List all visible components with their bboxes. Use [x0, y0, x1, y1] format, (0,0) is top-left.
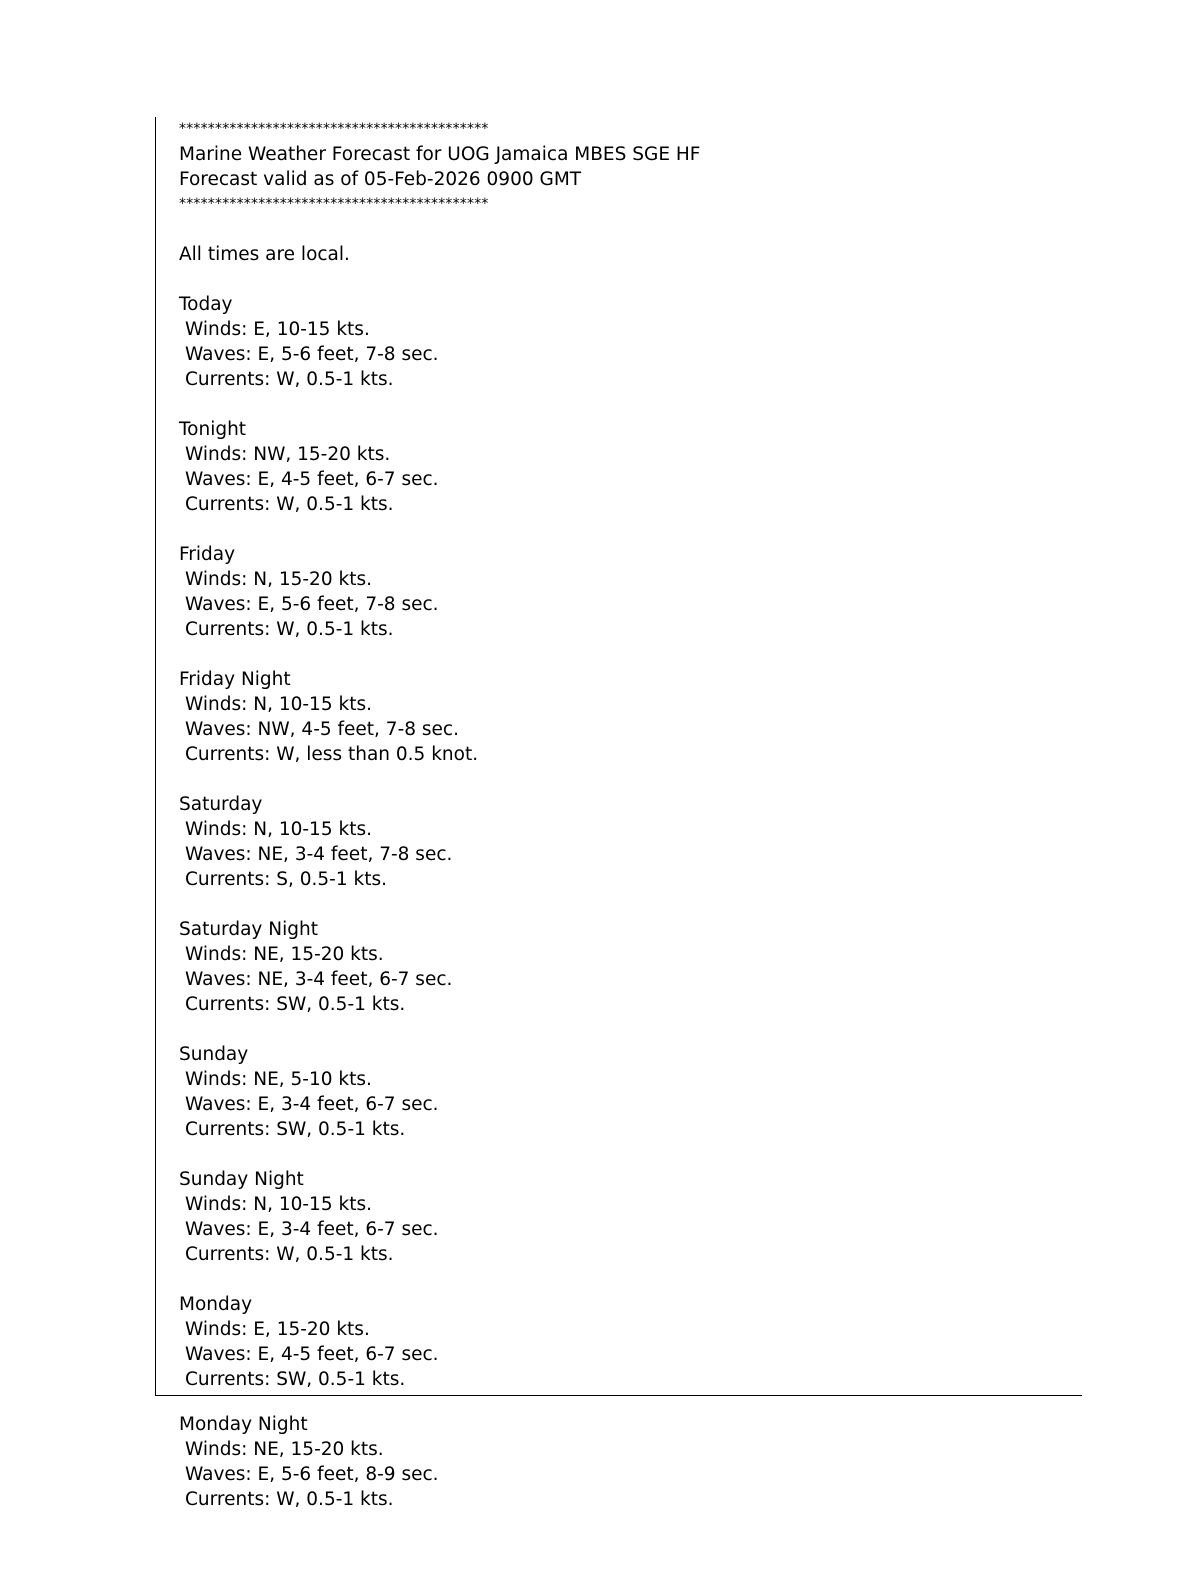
- bottom-border-rule: [155, 1395, 1082, 1396]
- period-winds: Winds: N, 10-15 kts.: [185, 694, 372, 715]
- period-block: [179, 667, 1079, 767]
- period-winds: Winds: NE, 15-20 kts.: [185, 1439, 384, 1460]
- period-winds: Winds: N, 10-15 kts.: [185, 1194, 372, 1215]
- period-block: [179, 1412, 439, 1512]
- period-block: [179, 1042, 1079, 1142]
- period-currents: Currents: SW, 0.5-1 kts.: [185, 994, 406, 1015]
- header-stars-top: *******************************************: [179, 121, 489, 137]
- period-name: Monday Night: [179, 1414, 308, 1435]
- forecast-document: [179, 117, 1079, 1392]
- period-winds: Winds: NW, 15-20 kts.: [185, 444, 391, 465]
- period-block: [179, 917, 1079, 1017]
- period-waves: Waves: E, 4-5 feet, 6-7 sec.: [185, 1344, 439, 1365]
- period-winds: Winds: E, 10-15 kts.: [185, 319, 370, 340]
- period-waves: Waves: NE, 3-4 feet, 7-8 sec.: [185, 844, 453, 865]
- period-currents: Currents: S, 0.5-1 kts.: [185, 869, 387, 890]
- period-winds: Winds: N, 15-20 kts.: [185, 569, 372, 590]
- period-currents: Currents: W, 0.5-1 kts.: [185, 619, 394, 640]
- period-winds: Winds: N, 10-15 kts.: [185, 819, 372, 840]
- period-block: [179, 417, 1079, 517]
- period-name: Today: [179, 294, 233, 315]
- period-block: [179, 792, 1079, 892]
- period-waves: Waves: NE, 3-4 feet, 6-7 sec.: [185, 969, 453, 990]
- period-winds: Winds: NE, 15-20 kts.: [185, 944, 384, 965]
- period-currents: Currents: SW, 0.5-1 kts.: [185, 1119, 406, 1140]
- period-currents: Currents: SW, 0.5-1 kts.: [185, 1369, 406, 1390]
- period-block: [179, 1167, 1079, 1267]
- period-waves: Waves: E, 5-6 feet, 7-8 sec.: [185, 594, 439, 615]
- period-name: Tonight: [179, 419, 247, 440]
- period-waves: Waves: E, 5-6 feet, 8-9 sec.: [185, 1464, 439, 1485]
- left-border-rule: [155, 117, 156, 1396]
- period-currents: Currents: W, 0.5-1 kts.: [185, 1244, 394, 1265]
- header-stars-bottom: *******************************************: [179, 196, 489, 212]
- period-currents: Currents: W, 0.5-1 kts.: [185, 494, 394, 515]
- period-currents: Currents: W, 0.5-1 kts.: [185, 369, 394, 390]
- forecast-valid-time: Forecast valid as of 05-Feb-2026 0900 GMT: [179, 169, 582, 190]
- period-name: Monday: [179, 1294, 253, 1315]
- period-winds: Winds: E, 15-20 kts.: [185, 1319, 370, 1340]
- period-waves: Waves: E, 3-4 feet, 6-7 sec.: [185, 1219, 439, 1240]
- period-waves: Waves: E, 4-5 feet, 6-7 sec.: [185, 469, 439, 490]
- period-currents: Currents: W, less than 0.5 knot.: [185, 744, 479, 765]
- period-name: Friday: [179, 544, 236, 565]
- period-block: [179, 292, 1079, 392]
- period-block: [179, 1292, 1079, 1392]
- period-currents: Currents: W, 0.5-1 kts.: [185, 1489, 394, 1510]
- period-name: Saturday: [179, 794, 263, 815]
- period-name: Friday Night: [179, 669, 291, 690]
- period-winds: Winds: NE, 5-10 kts.: [185, 1069, 372, 1090]
- period-waves: Waves: E, 3-4 feet, 6-7 sec.: [185, 1094, 439, 1115]
- times-note: All times are local.: [179, 244, 350, 265]
- period-block: [179, 542, 1079, 642]
- period-waves: Waves: E, 5-6 feet, 7-8 sec.: [185, 344, 439, 365]
- period-name: Saturday Night: [179, 919, 318, 940]
- period-waves: Waves: NW, 4-5 feet, 7-8 sec.: [185, 719, 459, 740]
- period-name: Sunday: [179, 1044, 249, 1065]
- period-name: Sunday Night: [179, 1169, 304, 1190]
- forecast-title: Marine Weather Forecast for UOG Jamaica MBES SGE HF: [179, 144, 701, 165]
